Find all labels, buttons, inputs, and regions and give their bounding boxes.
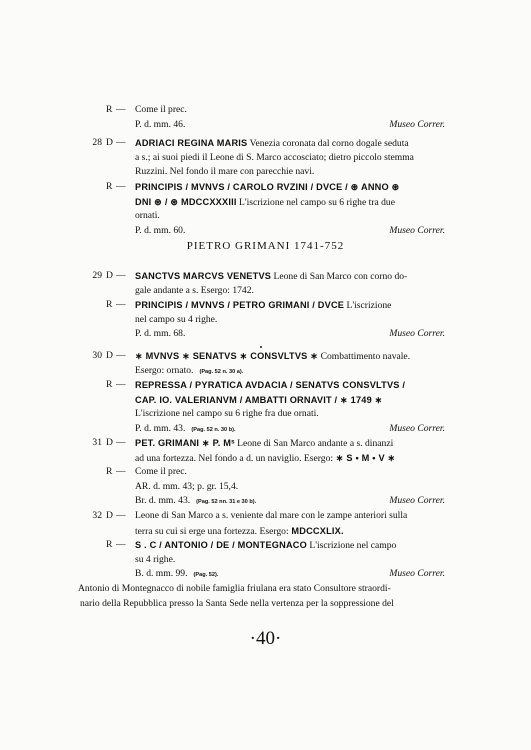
description-text: Leone di San Marco andante a s. dinanzi bbox=[234, 438, 394, 449]
description-text: P. d. mm. 43. bbox=[135, 422, 186, 434]
description-text: L'iscrizione nel campo su 6 righe fra due ornati. bbox=[135, 408, 319, 419]
side-letter: R bbox=[106, 539, 113, 550]
entry-line bbox=[135, 509, 445, 524]
commentary-paragraph bbox=[80, 582, 450, 611]
entry-line bbox=[135, 393, 445, 409]
legend-inscription: REPRESSA / PYRATICA AVDACIA / SENATVS CONSVLTVS / bbox=[135, 380, 406, 390]
side-letter: D bbox=[106, 137, 113, 148]
em-dash: — bbox=[116, 137, 126, 148]
entry-line bbox=[135, 298, 445, 314]
description-text: Venezia coronata dal corno dogale seduta bbox=[247, 138, 409, 149]
entry-line bbox=[135, 407, 445, 422]
entry-line bbox=[135, 103, 445, 118]
description-text: L'iscrizione nel campo bbox=[306, 540, 397, 551]
description-text: a s.; ai suoi piedi il Leone di S. Marco accosciato; dietro piccolo stemma bbox=[135, 151, 414, 163]
description-text: gale andante a s. Esergo: 1742. bbox=[135, 284, 254, 296]
museum-location: Museo Correr. bbox=[389, 568, 445, 579]
entry-number: 32 bbox=[92, 510, 102, 521]
entry-number: 29 bbox=[92, 270, 102, 281]
exergue-inscription: MDCCXLIX. bbox=[288, 525, 344, 536]
museum-location: Museo Correr. bbox=[389, 422, 445, 434]
entry-line bbox=[135, 349, 445, 365]
side-letter: D bbox=[106, 350, 113, 361]
description-text: Come il prec. bbox=[135, 466, 187, 477]
em-dash: — bbox=[116, 350, 126, 361]
description-text: Combattimento navale. bbox=[318, 351, 411, 362]
em-dash: — bbox=[116, 181, 126, 192]
side-letter: D bbox=[106, 437, 113, 448]
side-letter: R bbox=[106, 466, 113, 477]
legend-inscription: ∗ MVNVS ∗ SENATVS ∗ CONSVLTVS ∗ bbox=[135, 351, 319, 361]
plate-reference: (Pag. 52 nn. 31 e 30 b). bbox=[196, 499, 257, 505]
entry-line bbox=[135, 209, 445, 224]
entry-line bbox=[135, 269, 445, 285]
entry-line bbox=[135, 378, 445, 394]
entry-number: 28 bbox=[92, 137, 102, 148]
description-text: nel campo su 4 righe. bbox=[135, 313, 218, 325]
museum-location: Museo Correr. bbox=[389, 118, 445, 130]
plate-reference: (Pag. 52 n. 30 b). bbox=[191, 426, 236, 433]
em-dash: — bbox=[116, 466, 126, 477]
legend-inscription: CAP. IO. VALERIANVM / AMBATTI ORNAVIT / ∗ 1749 ∗ bbox=[135, 394, 383, 405]
side-letter: R bbox=[106, 379, 113, 390]
description-text: Leone di San Marco a s. veniente dal mare con le zampe anteriori sulla bbox=[135, 510, 408, 521]
legend-inscription: S . C / ANTONIO / DE / MONTEGNACO bbox=[135, 540, 307, 550]
page-number: ·40· bbox=[249, 628, 282, 649]
side-letter: D bbox=[106, 270, 113, 281]
description-text: L'iscrizione bbox=[344, 300, 392, 311]
side-letter: R bbox=[106, 104, 113, 115]
legend-inscription: PET. GRIMANI ∗ P. Mˢ bbox=[135, 438, 235, 448]
museum-location: Museo Correr. bbox=[389, 328, 445, 339]
legend-inscription: PRINCIPIS / MVNVS / CAROLO RVZINI / DVCE / ⊛ ANNO ⊛ bbox=[135, 182, 400, 192]
entry-line bbox=[135, 465, 445, 480]
description-text: AR. d. mm. 43; p. gr. 15,4. bbox=[135, 480, 239, 492]
entry-line bbox=[135, 436, 445, 452]
description-text: B. d. mm. 99. bbox=[135, 568, 188, 579]
entry-line bbox=[135, 480, 445, 495]
entry-line bbox=[135, 538, 445, 554]
exergue-inscription: ∗ S • M • V ∗ bbox=[333, 452, 396, 463]
museum-location: Museo Correr. bbox=[389, 495, 445, 506]
em-dash: — bbox=[116, 510, 126, 521]
paragraph-line: nario della Repubblica presso la Santa Sede nella vertenza per la soppressione del bbox=[80, 597, 394, 609]
description-text: P. d. mm. 68. bbox=[135, 328, 186, 339]
description-text: terra su cui si erge una fortezza. Esergo: bbox=[135, 525, 289, 537]
description-text: Leone di San Marco con corno do- bbox=[271, 271, 408, 282]
em-dash: — bbox=[116, 437, 126, 448]
entry-line bbox=[135, 553, 445, 568]
entry-line bbox=[135, 195, 445, 211]
entry-line bbox=[135, 364, 445, 380]
description-text: Ruzzini. Nel fondo il mare con parecchie navi. bbox=[135, 166, 315, 177]
description-text: P. d. mm. 60. bbox=[135, 224, 186, 236]
em-dash: — bbox=[116, 104, 126, 115]
entry-line bbox=[135, 313, 445, 328]
plate-reference: (Pag. 52). bbox=[193, 572, 219, 578]
description-text: Come il prec. bbox=[135, 104, 187, 115]
description-text: L'iscrizione nel campo su 6 righe tra due bbox=[236, 196, 395, 208]
entry-line bbox=[135, 136, 445, 152]
legend-inscription: DNI ⊛ / ⊛ MDCCXXXIII bbox=[135, 196, 237, 207]
entry-line bbox=[135, 165, 445, 180]
legend-inscription: ADRIACI REGINA MARIS bbox=[135, 138, 248, 148]
plate-reference: (Pag. 52 n. 30 a). bbox=[199, 368, 244, 375]
entry-line bbox=[135, 151, 445, 166]
legend-inscription: SANCTVS MARCVS VENETVS bbox=[135, 271, 272, 281]
legend-inscription: PRINCIPIS / MVNVS / PETRO GRIMANI / DVCE bbox=[135, 300, 345, 310]
museum-location: Museo Correr. bbox=[389, 224, 445, 236]
em-dash: — bbox=[116, 539, 126, 550]
entry-line bbox=[135, 180, 445, 196]
print-speck bbox=[260, 346, 262, 348]
side-letter: D bbox=[106, 510, 113, 521]
side-letter: R bbox=[106, 181, 113, 192]
side-letter: R bbox=[106, 299, 113, 310]
description-text: Br. d. mm. 43. bbox=[135, 495, 191, 506]
entry-number: 31 bbox=[92, 437, 102, 448]
description-text: P. d. mm. 46. bbox=[135, 118, 186, 130]
entry-line bbox=[135, 524, 445, 540]
entry-line bbox=[135, 451, 445, 467]
em-dash: — bbox=[116, 379, 126, 390]
description-text: ornati. bbox=[135, 210, 160, 221]
entry-line bbox=[135, 284, 445, 299]
em-dash: — bbox=[116, 299, 126, 310]
section-heading: PIETRO GRIMANI 1741-752 bbox=[186, 240, 345, 252]
em-dash: — bbox=[116, 270, 126, 281]
description-text: su 4 righe. bbox=[135, 553, 176, 565]
entry-number: 30 bbox=[92, 350, 102, 361]
description-text: Esergo: ornato. bbox=[135, 364, 194, 376]
paragraph-line: Antonio di Montegnacco di nobile famiglia friulana era stato Consultore straordi- bbox=[78, 583, 391, 594]
description-text: ad una fortezza. Nel fondo a d. un naviglio. Esergo: bbox=[135, 452, 334, 464]
